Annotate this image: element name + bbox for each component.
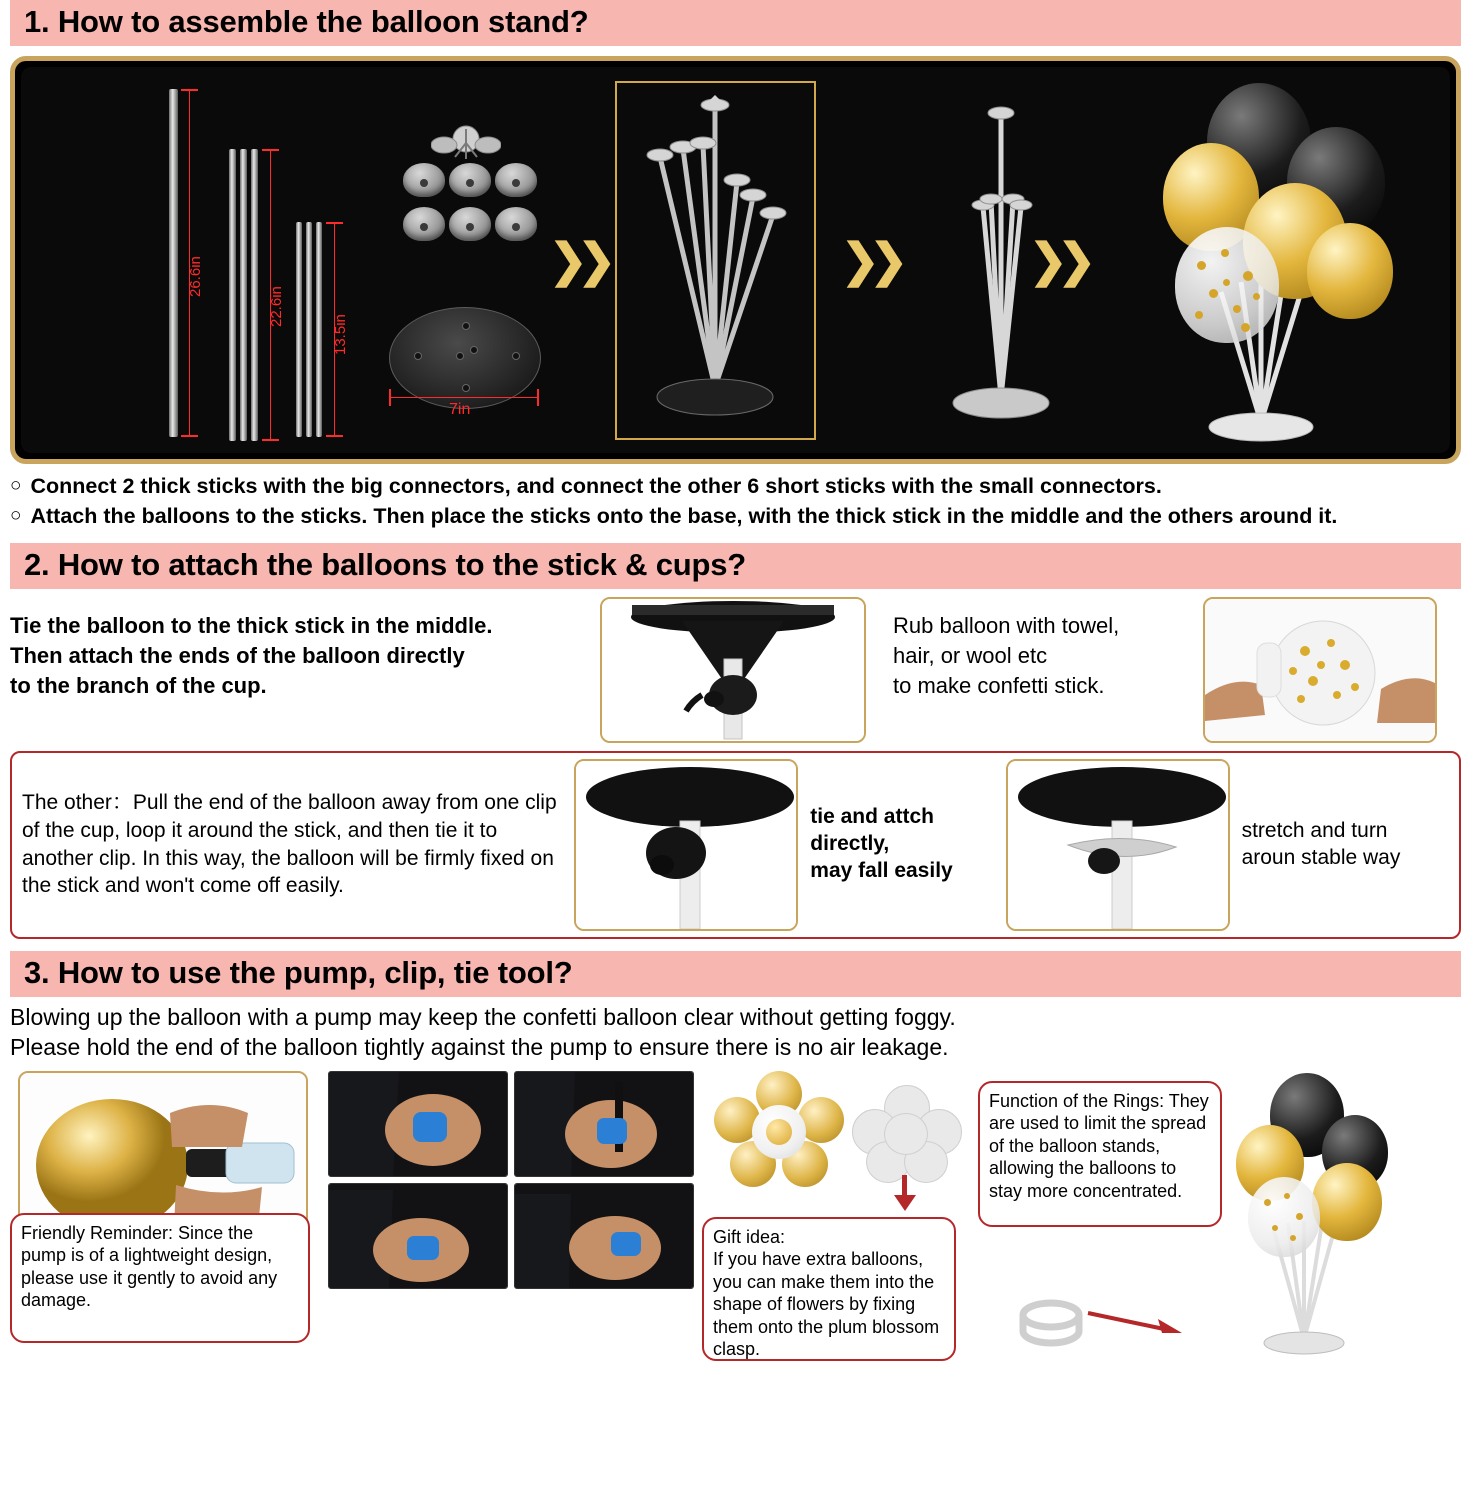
- bullet-item: [10, 472, 1461, 500]
- bullet-text: Attach the balloons to the sticks. Then place the sticks onto the base, with the thick stick in the middle and the others around it.: [30, 504, 1338, 529]
- caption-line: may fall easily: [810, 859, 953, 883]
- section-3-grid: [10, 1071, 1461, 1361]
- balloon-gold: [1312, 1163, 1382, 1241]
- gift-idea-title: Gift idea:: [713, 1226, 786, 1247]
- text-line: to make confetti stick.: [893, 672, 1105, 698]
- balloon-gold: [1307, 223, 1393, 319]
- arrow-down-icon: [894, 1195, 916, 1211]
- stick-short-a: [296, 222, 302, 437]
- arrow-chevron: ❯❯: [841, 234, 899, 286]
- cup-connector: [495, 207, 537, 241]
- bullet-circle-icon: ○: [10, 505, 22, 527]
- cup-connector: [449, 207, 491, 241]
- cup-connector: [403, 163, 445, 197]
- photo-clip-step-1: [328, 1071, 508, 1177]
- photo-clip-step-3: [328, 1183, 508, 1289]
- dimension-label-2: 22.6in: [268, 286, 285, 327]
- friendly-reminder-callout: Friendly Reminder: Since the pump is of a lightweight design, please use it gently to avoid any damage.: [10, 1213, 310, 1343]
- gift-idea-text: If you have extra balloons, you can make them into the shape of flowers by fixing them onto the plum blossom clasp.: [713, 1249, 940, 1360]
- section-2-left-text: [10, 597, 590, 701]
- big-connector: [431, 117, 501, 163]
- rings-block: [978, 1071, 1398, 1361]
- section-3-header: 3. How to use the pump, clip, tie tool?: [10, 951, 1461, 997]
- cup-connector: [403, 207, 445, 241]
- balloon-flower: [708, 1071, 848, 1191]
- section-1-bullets: [10, 472, 1461, 531]
- arrow-chevron: ❯❯: [549, 234, 607, 286]
- stick-medium-c: [251, 149, 258, 441]
- ring-pointer-arrow: [1086, 1309, 1186, 1335]
- caption-tie-and-attach: [810, 804, 993, 885]
- photo-stretch-and-turn: [1006, 759, 1230, 931]
- stick-short-c: [316, 222, 322, 437]
- dimension-label-1: 26.6in: [187, 256, 204, 297]
- section-2-top-row: [10, 597, 1461, 743]
- clip-tool-photo-grid: [328, 1071, 694, 1289]
- gift-idea-block: [702, 1071, 970, 1361]
- text-line: Rub balloon with towel,: [893, 612, 1120, 638]
- plum-blossom-clasp: [850, 1085, 960, 1181]
- text-line: to the branch of the cup.: [10, 672, 267, 698]
- gift-idea-callout: [702, 1217, 956, 1361]
- cup-connector: [495, 163, 537, 197]
- section-2-header: 2. How to attach the balloons to the stick & cups?: [10, 543, 1461, 589]
- text-line: Then attach the ends of the balloon directly: [10, 642, 465, 668]
- bullet-circle-icon: ○: [10, 475, 22, 496]
- photo-tie-balloon-to-stick: [600, 597, 866, 743]
- stick-medium-b: [240, 149, 247, 441]
- arrow-stem: [902, 1175, 907, 1197]
- rings-function-callout: Function of the Rings: They are used to limit the spread of the balloon stands, allowing the balloons to stay more concentrated.: [978, 1081, 1222, 1227]
- dimension-label-3: 13.5in: [332, 314, 349, 355]
- arrow-chevron: ❯❯: [1029, 234, 1087, 286]
- stick-short-b: [306, 222, 312, 437]
- photo-rub-balloon: [1203, 597, 1437, 743]
- finished-stand: [1111, 77, 1401, 447]
- dimension-label-4: 7in: [449, 401, 471, 418]
- text-line: hair, or wool etc: [893, 642, 1048, 668]
- base-disc: [389, 307, 541, 409]
- stick-long: [169, 89, 178, 437]
- section-2-right-text: [887, 597, 1193, 701]
- bullet-item: [10, 502, 1461, 530]
- intro-line: Please hold the end of the balloon tightly against the pump to ensure there is no air leakage.: [10, 1033, 949, 1060]
- section-1-photo: [10, 56, 1461, 464]
- section-2-detail-panel: [10, 751, 1461, 939]
- bullet-text: Connect 2 thick sticks with the big connectors, and connect the other 6 short sticks with the small connectors.: [30, 474, 1162, 498]
- ring-accessory: [1016, 1297, 1086, 1349]
- caption-line: tie and attch: [810, 805, 934, 829]
- pump-block: [10, 1071, 320, 1361]
- photo-clip-step-4: [514, 1183, 694, 1289]
- photo-stand-with-rings: [1192, 1071, 1398, 1359]
- assembled-stand: [625, 87, 805, 432]
- caption-line: directly,: [810, 832, 890, 856]
- caption-line: aroun stable way: [1241, 845, 1401, 869]
- section-3-intro: [10, 1003, 1461, 1063]
- cup-connector: [449, 163, 491, 197]
- photo-tie-directly: [574, 759, 798, 931]
- text-line: Tie the balloon to the thick stick in the middle.: [10, 612, 493, 638]
- stick-medium-a: [229, 149, 236, 441]
- balloon-confetti: [1175, 227, 1279, 343]
- panel-instruction-text: The other：Pull the end of the balloon away from one clip of the cup, loop it around the stick, and then tie it to another clip. In this way, the balloon will be firmly fixed on the stick and won't come off easily.: [22, 791, 557, 898]
- intro-line: Blowing up the balloon with a pump may keep the confetti balloon clear without getting foggy.: [10, 1003, 956, 1030]
- caption-stretch-turn: [1242, 818, 1449, 872]
- caption-line: stretch and turn: [1241, 818, 1388, 842]
- balloon-confetti: [1248, 1177, 1320, 1257]
- section-1-header: 1. How to assemble the balloon stand?: [10, 0, 1461, 46]
- assembly-diagram: [21, 67, 1450, 453]
- photo-clip-step-2: [514, 1071, 694, 1177]
